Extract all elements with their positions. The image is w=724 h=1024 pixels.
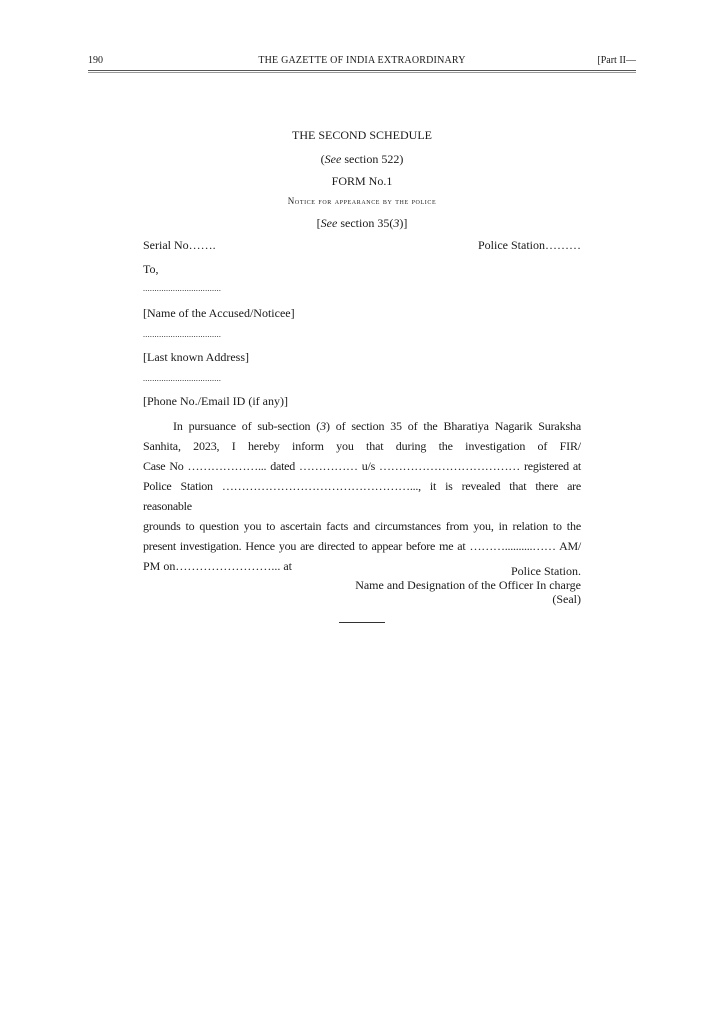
page-number: 190 [88,55,103,66]
see-italic-2: See [320,216,338,230]
phone-label: [Phone No./Email ID (if any)] [143,394,288,408]
schedule-title: THE SECOND SCHEDULE [292,128,432,142]
body-line-4: Police Station …………………………………………..., it is revealed that there are reasonable [143,479,581,513]
body-line-7: PM on……………………... at [143,559,293,573]
form-number: FORM No.1 [331,174,393,188]
gazette-title: THE GAZETTE OF INDIA EXTRAORDINARY [258,55,466,66]
body-line-1 [143,416,581,436]
to-label: To, [143,262,159,276]
body-line-3: Case No ………………... dated …………… u/s ……………………………… registered at [143,459,581,473]
header-rule [88,70,636,73]
body-line-1a: In pursuance of sub-section ( [173,419,321,433]
address-label: [Last known Address] [143,350,249,364]
end-rule [339,622,385,623]
address-blank: .................................. [143,330,222,339]
police-station-field: Police Station……… [478,238,581,252]
serial-no-field: Serial No……. [143,238,216,252]
body-line-2: Sanhita, 2023, I hereby inform you that during the investigation of FIR/ [143,439,581,453]
body-line-5: grounds to question you to ascertain facts and circumstances from you, in relation to the [143,519,581,533]
see-section-text: section 522) [341,152,404,166]
body-line-1c: ) of section 35 of the Bharatiya Nagarik Suraksha [326,419,581,433]
notice-body [143,416,581,576]
signature-officer: Name and Designation of the Officer In charge [355,578,581,592]
signature-police-station: Police Station. [511,564,581,578]
page-header [88,54,636,68]
phone-blank: .................................. [143,374,222,383]
notice-heading: Notice for appearance by the police [287,196,437,206]
see2-close: )] [399,216,408,230]
name-blank: .................................. [143,284,222,293]
see2-subsection: 3 [393,216,400,230]
see-section-reference: (See section 522) [320,152,404,166]
body-line-6: present investigation. Hence you are directed to appear before me at ………..........…… AM/ [143,539,581,553]
name-label: [Name of the Accused/Noticee] [143,306,295,320]
part-label: [Part II— [597,55,636,66]
see-section-35-reference: [See section 35(3)] [316,216,408,230]
see2-text: section 35( [337,216,394,230]
see-italic: See [324,152,342,166]
body-line-1-subsection: 3 [320,419,327,433]
signature-seal: (Seal) [552,592,581,606]
